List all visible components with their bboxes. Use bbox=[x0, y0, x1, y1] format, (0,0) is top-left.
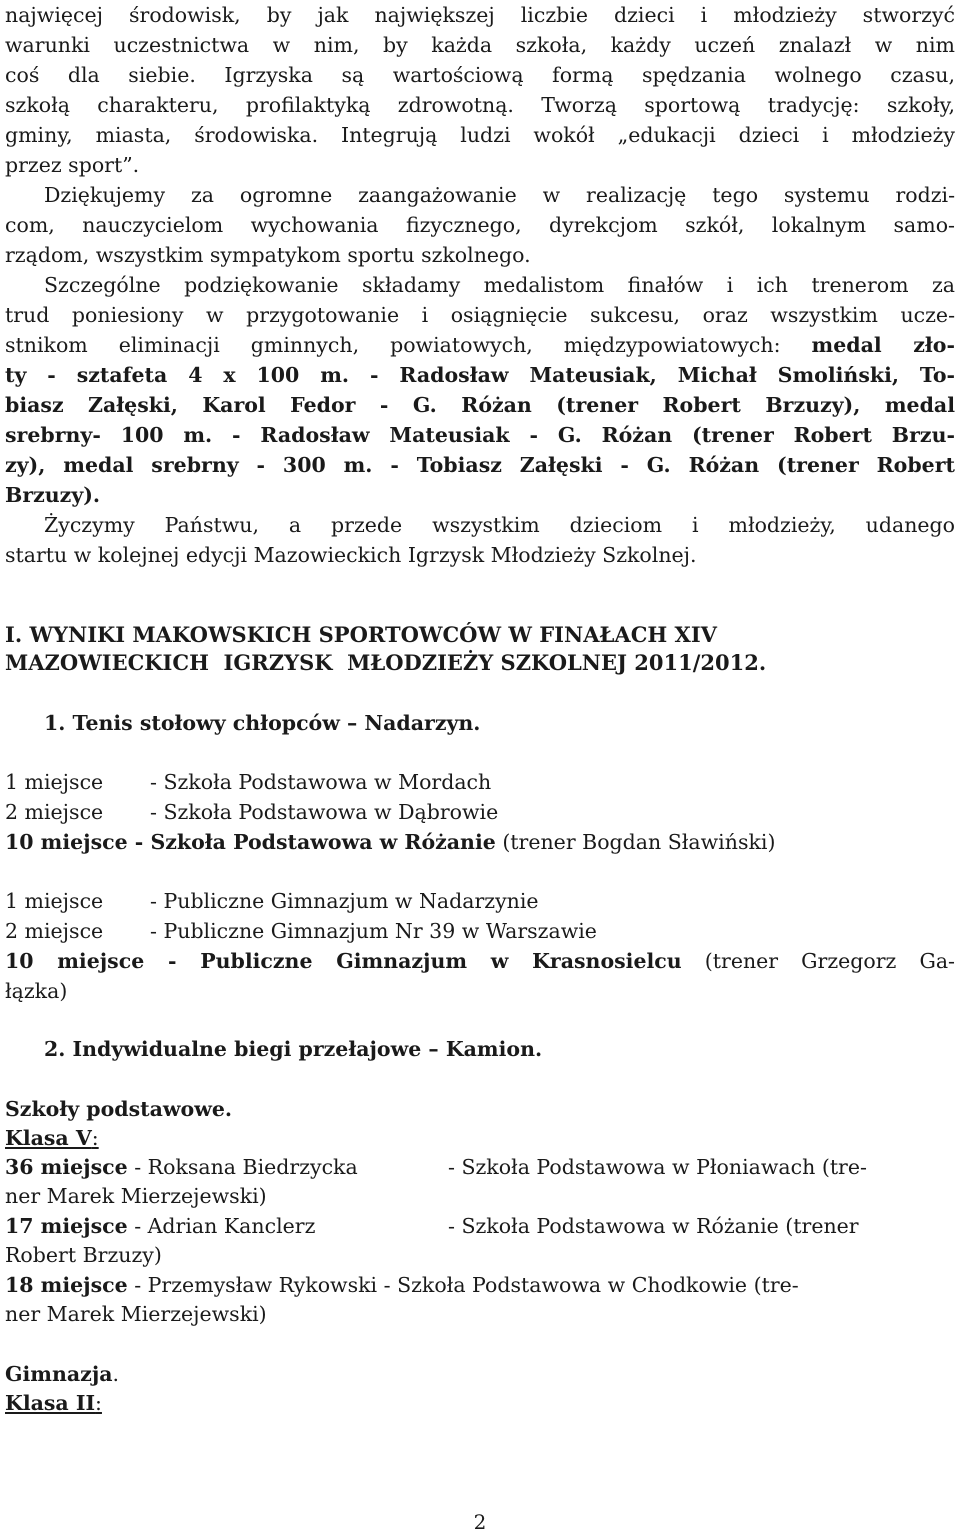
class-5: Klasa V bbox=[5, 1126, 92, 1150]
result-row-3 bbox=[5, 1270, 955, 1300]
page-number: 2 bbox=[473, 1510, 487, 1534]
result-row-1 bbox=[5, 1152, 955, 1182]
place: 18 miejsce bbox=[5, 1273, 128, 1297]
s1-gym-local bbox=[5, 946, 955, 976]
section1-title: 1. Tenis stołowy chłopców – Nadarzyn. bbox=[44, 711, 481, 735]
result-row-2 bbox=[5, 1211, 955, 1241]
special-line-5: biasz Załęski, Karol Fedor - G. Różan (trener Robert Brzuzy), medal bbox=[5, 393, 955, 417]
class-5-label: Klasa V: bbox=[5, 1126, 99, 1150]
wishes-line-1: Życzymy Państwu, a przede wszystkim dzieciom i młodzieży, udanego bbox=[44, 513, 955, 537]
place: 17 miejsce bbox=[5, 1214, 128, 1238]
coach: (trener Grzegorz Ga- bbox=[681, 949, 955, 973]
place: 36 miejsce bbox=[5, 1155, 128, 1179]
s1-primary-row-2 bbox=[5, 797, 955, 827]
place: 1 miejsce bbox=[5, 770, 104, 794]
intro-line-6: przez sport”. bbox=[5, 153, 140, 177]
special-line-8: Brzuzy). bbox=[5, 483, 101, 507]
s1-gym-local-cont: łązka) bbox=[5, 979, 68, 1003]
class-2: Klasa II bbox=[5, 1391, 96, 1415]
thanks-line-1: Dziękujemy za ogromne zaangażowanie w realizację tego systemu rodzi- bbox=[44, 183, 955, 207]
wishes-line-2: startu w kolejnej edycji Mazowieckich Igrzysk Młodzieży Szkolnej. bbox=[5, 543, 697, 567]
name: - Przemysław Rykowski bbox=[127, 1273, 378, 1297]
school: - Publiczne Gimnazjum w Krasnosielcu bbox=[144, 949, 682, 973]
school: - Szkoła Podstawowa w Dąbrowie bbox=[150, 800, 499, 824]
result-row-1-cont: ner Marek Mierzejewski) bbox=[5, 1184, 267, 1208]
special-line-3b: medal zło- bbox=[811, 333, 955, 357]
special-line-6: srebrny- 100 m. - Radosław Mateusiak - G. Różan (trener Robert Brzu- bbox=[5, 423, 955, 447]
special-line-4: ty - sztafeta 4 x 100 m. - Radosław Mateusiak, Michał Smoliński, To- bbox=[5, 363, 955, 387]
primary-label: Szkoły podstawowe. bbox=[5, 1097, 233, 1121]
s1-gym-row-1 bbox=[5, 886, 955, 916]
school: - Publiczne Gimnazjum w Nadarzynie bbox=[150, 889, 539, 913]
name: - Roksana Biedrzycka bbox=[127, 1155, 358, 1179]
intro-line-4: szkołą charakteru, profilaktyką zdrowotną. Tworzą sportową tradycję: szkoły, bbox=[5, 93, 955, 117]
class-2-label: Klasa II: bbox=[5, 1391, 102, 1415]
intro-line-5: gminy, miasta, środowiska. Integrują ludzi wokół „edukacji dzieci i młodzieży bbox=[5, 123, 955, 147]
gym-label-text: Gimnazja bbox=[5, 1362, 113, 1386]
thanks-line-2: com, nauczycielom wychowania fizycznego, dyrekcjom szkół, lokalnym samo- bbox=[5, 213, 955, 237]
thanks-line-3: rządom, wszystkim sympatykom sportu szkolnego. bbox=[5, 243, 531, 267]
school: - Szkoła Podstawowa w Płoniawach (tre- bbox=[448, 1155, 867, 1179]
intro-line-2: warunki uczestnictwa w nim, by każda szkoła, każdy uczeń znalazł w nim bbox=[5, 33, 955, 57]
special-line-3 bbox=[5, 330, 955, 360]
school: - Szkoła Podstawowa w Różanie bbox=[127, 830, 496, 854]
gym-label: Gimnazja. bbox=[5, 1362, 120, 1386]
heading-line-2: MAZOWIECKICH IGRZYSK MŁODZIEŻY SZKOLNEJ 2011/2012. bbox=[5, 650, 767, 675]
school: - Szkoła Podstawowa w Mordach bbox=[150, 770, 492, 794]
result-row-3-cont: ner Marek Mierzejewski) bbox=[5, 1302, 267, 1326]
place: 10 miejsce bbox=[5, 949, 145, 973]
heading-line-1: I. WYNIKI MAKOWSKICH SPORTOWCÓW W FINAŁACH XIV bbox=[5, 622, 717, 647]
special-line-7: zy), medal srebrny - 300 m. - Tobiasz Załęski - G. Różan (trener Robert bbox=[5, 453, 955, 477]
special-line-3a: stnikom eliminacji gminnych, powiatowych, międzypowiatowych: bbox=[5, 333, 812, 357]
intro-line-1: najwięcej środowisk, by jak największej liczbie dzieci i młodzieży stworzyć bbox=[5, 3, 955, 27]
school: - Szkoła Podstawowa w Różanie (trener bbox=[448, 1214, 859, 1238]
intro-line-3: coś dla siebie. Igrzyska są wartościową formą spędzania wolnego czasu, bbox=[5, 63, 955, 87]
s1-gym-row-2 bbox=[5, 916, 955, 946]
place: 2 miejsce bbox=[5, 919, 104, 943]
coach: (trener Bogdan Sławiński) bbox=[495, 830, 776, 854]
special-line-2: trud poniesiony w przygotowanie i osiągnięcie sukcesu, oraz wszystkim ucze- bbox=[5, 303, 955, 327]
result-row-2-cont: Robert Brzuzy) bbox=[5, 1243, 162, 1267]
section2-title: 2. Indywidualne biegi przełajowe – Kamion. bbox=[44, 1037, 543, 1061]
place: 2 miejsce bbox=[5, 800, 104, 824]
school: - Publiczne Gimnazjum Nr 39 w Warszawie bbox=[150, 919, 597, 943]
special-line-1: Szczególne podziękowanie składamy medalistom finałów i ich trenerom za bbox=[44, 273, 955, 297]
school: - Szkoła Podstawowa w Chodkowie (tre- bbox=[377, 1273, 799, 1297]
place: 1 miejsce bbox=[5, 889, 104, 913]
s1-primary-row-1 bbox=[5, 767, 955, 797]
place: 10 miejsce bbox=[5, 830, 128, 854]
s1-primary-local bbox=[5, 827, 955, 857]
name: - Adrian Kanclerz bbox=[127, 1214, 316, 1238]
